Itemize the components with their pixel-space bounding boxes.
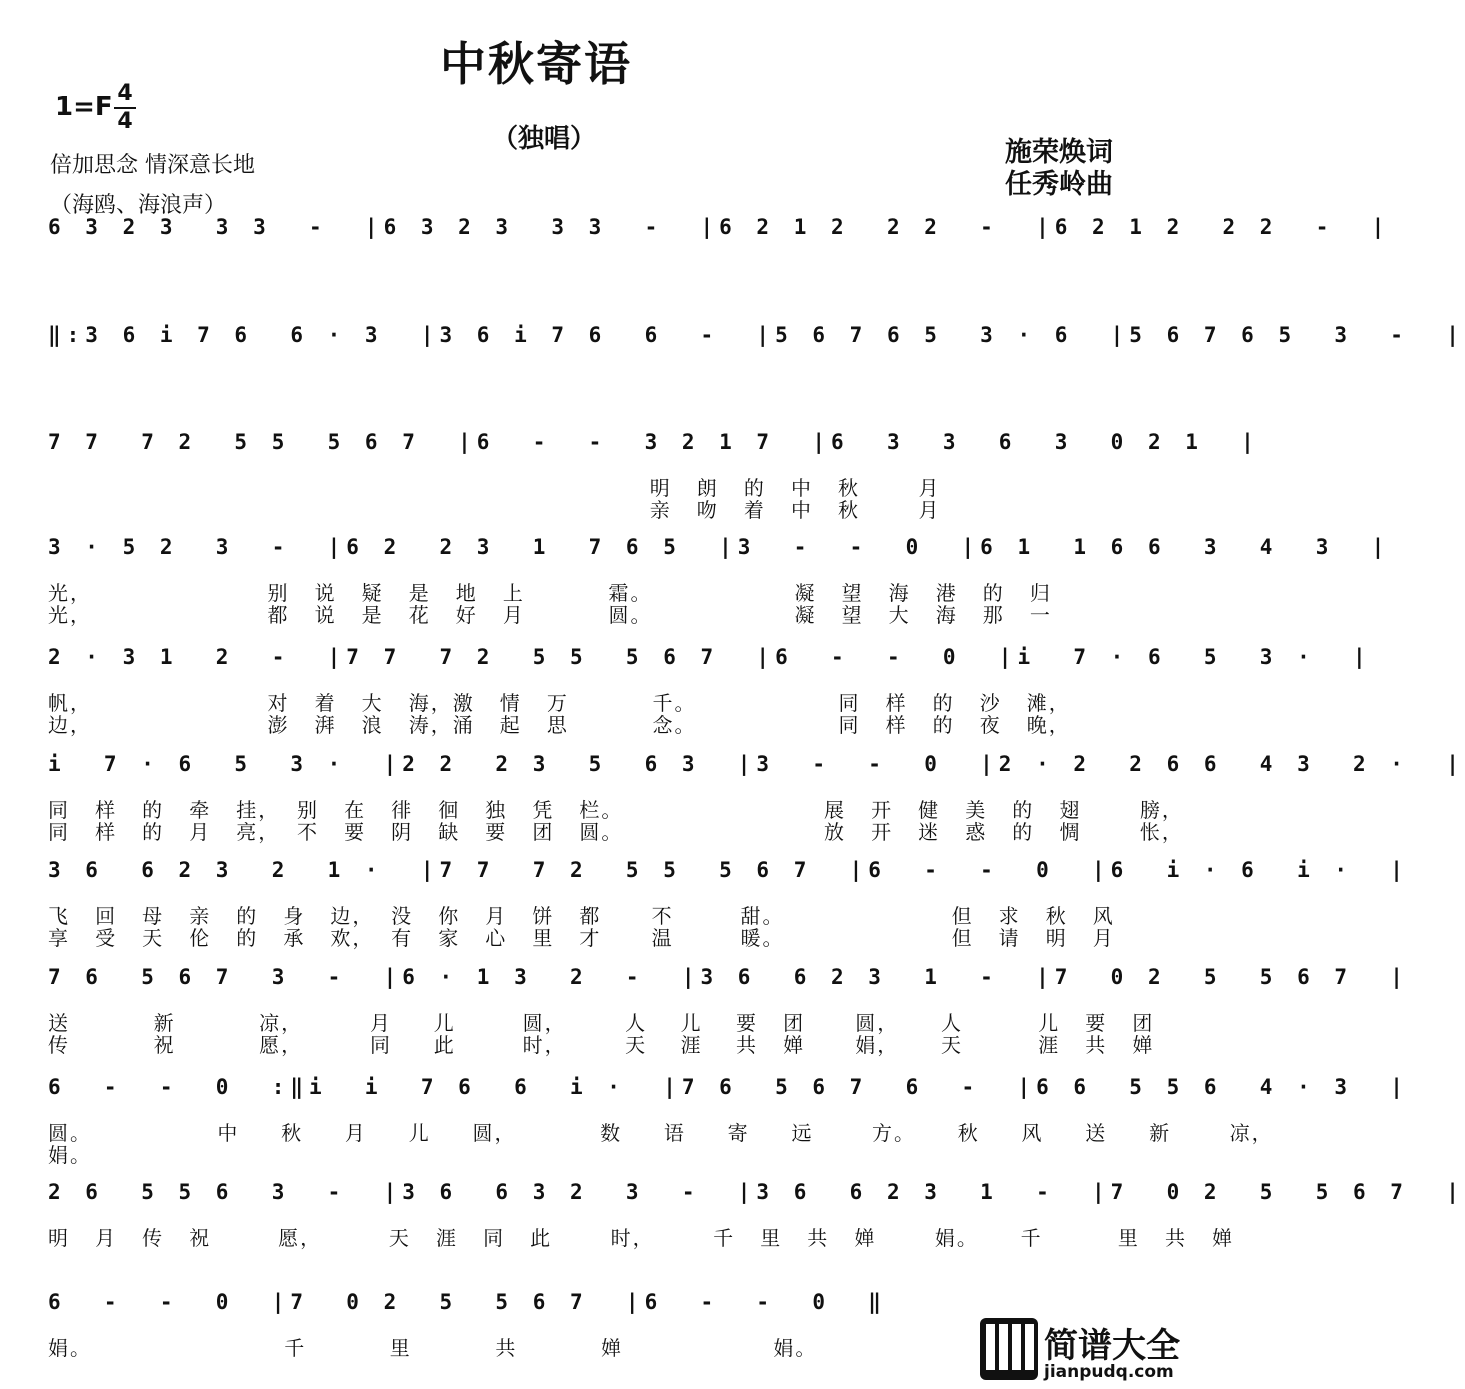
lyric-line: 光， 别 说 疑 是 地 上 霜。 凝 望 海 港 的 归 <box>48 581 1052 605</box>
lyric-line: 娟。 千 里 共 婵 娟。 <box>48 1336 818 1360</box>
tempo-marking: 倍加思念 情深意长地 <box>50 153 255 178</box>
lyric-line: 享 受 天 伦 的 承 欢， 有 家 心 里 才 温 暖。 但 请 明 月 <box>48 926 1115 950</box>
lyric-line: 边， 澎 湃 浪 涛，涌 起 思 念。 同 样 的 夜 晚， <box>48 713 1071 737</box>
notation-notes: 6 - - 0 |7 0 2 5 5 6 7 |6 - - 0 ‖ <box>48 1290 887 1314</box>
notation-notes: 3 6 6 2 3 2 1 · |7 7 7 2 5 5 5 6 7 |6 - - 0 |6 i · 6 i · | <box>48 858 1409 882</box>
notation-line <box>48 430 1260 470</box>
lyric-line: 明 月 传 祝 愿， 天 涯 同 此 时， 千 里 共 婵 娟。 千 里 共 婵 <box>48 1226 1235 1250</box>
notation-line <box>48 1075 1409 1115</box>
notation-line <box>48 535 1391 575</box>
logo-url: jianpudq.com <box>1044 1362 1174 1382</box>
notation-line <box>48 323 1465 363</box>
notation-notes: 2 · 3 1 2 - |7 7 7 2 5 5 5 6 7 |6 - - 0 |i 7 · 6 5 3 · | <box>48 645 1372 669</box>
notation-notes: i 7 · 6 5 3 · |2 2 2 3 5 6 3 |3 - - 0 |2 · 2 2 6 6 4 3 2 · | <box>48 752 1465 776</box>
notation-notes: ‖:3 6 i 7 6 6 · 3 |3 6 i 7 6 6 - |5 6 7 6 5 3 · 6 |5 6 7 6 5 3 - | <box>48 323 1465 347</box>
lyric-line: 圆。 中 秋 月 儿 圆， 数 语 寄 远 方。 秋 风 送 新 凉， <box>48 1121 1274 1145</box>
notation-line <box>48 645 1372 685</box>
lyric-line: 传 祝 愿， 同 此 时， 天 涯 共 婵 娟， 天 涯 共 婵 <box>48 1033 1155 1057</box>
composer-credit: 任秀岭曲 <box>1005 169 1113 200</box>
time-signature-bottom: 4 <box>117 109 133 134</box>
notation-notes: 3 · 5 2 3 - |6 2 2 3 1 7 6 5 |3 - - 0 |6 1 1 6 6 3 4 3 | <box>48 535 1391 559</box>
lyric-line: 同 样 的 牵 挂， 别 在 徘 徊 独 凭 栏。 展 开 健 美 的 翅 膀， <box>48 798 1184 822</box>
lyric-line: 帆， 对 着 大 海，激 情 万 千。 同 样 的 沙 滩， <box>48 691 1071 715</box>
lyric-line: 明 朗 的 中 秋 月 <box>48 476 941 500</box>
piano-keys-icon <box>980 1318 1038 1380</box>
lyric-line: 同 样 的 月 亮， 不 要 阴 缺 要 团 圆。 放 开 迷 惑 的 惆 怅， <box>48 820 1184 844</box>
lyricist-credit: 施荣焕词 <box>1005 137 1113 168</box>
notation-line <box>48 752 1465 792</box>
time-signature <box>114 82 136 134</box>
notation-notes: 7 6 5 6 7 3 - |6 · 1 3 2 - |3 6 6 2 3 1 - |7 0 2 5 5 6 7 | <box>48 965 1409 989</box>
notation-notes: 7 7 7 2 5 5 5 6 7 |6 - - 3 2 1 7 |6 3 3 6 3 0 2 1 | <box>48 430 1260 454</box>
lyric-line: 光， 都 说 是 花 好 月 圆。 凝 望 大 海 那 一 <box>48 603 1052 627</box>
logo-name: 简谱大全 <box>1044 1326 1180 1366</box>
notation-line <box>48 1180 1465 1220</box>
song-subtitle: （独唱） <box>492 124 597 154</box>
notation-notes: 6 3 2 3 3 3 - |6 3 2 3 3 3 - |6 2 1 2 2 2 - |6 2 1 2 2 2 - | <box>48 215 1391 239</box>
notation-notes: 2 6 5 5 6 3 - |3 6 6 3 2 3 - |3 6 6 2 3 1 - |7 0 2 5 5 6 7 | <box>48 1180 1465 1204</box>
notation-notes: 6 - - 0 :‖i i 7 6 6 i · |7 6 5 6 7 6 - |6 6 5 5 6 4 · 3 | <box>48 1075 1409 1099</box>
time-signature-top: 4 <box>117 81 133 106</box>
song-title: 中秋寄语 <box>440 37 632 91</box>
lyric-line: 娟。 <box>48 1143 92 1167</box>
notation-line <box>48 858 1409 898</box>
key-signature: 1=F <box>55 92 113 122</box>
sound-effect-note: （海鸥、海浪声） <box>50 193 227 218</box>
notation-line <box>48 215 1391 255</box>
lyric-line: 亲 吻 着 中 秋 月 <box>48 498 941 522</box>
notation-line <box>48 965 1409 1005</box>
lyric-line: 飞 回 母 亲 的 身 边， 没 你 月 饼 都 不 甜。 但 求 秋 风 <box>48 904 1115 928</box>
site-logo <box>980 1318 1195 1386</box>
lyric-line: 送 新 凉， 月 儿 圆， 人 儿 要 团 圆， 人 儿 要 团 <box>48 1011 1155 1035</box>
